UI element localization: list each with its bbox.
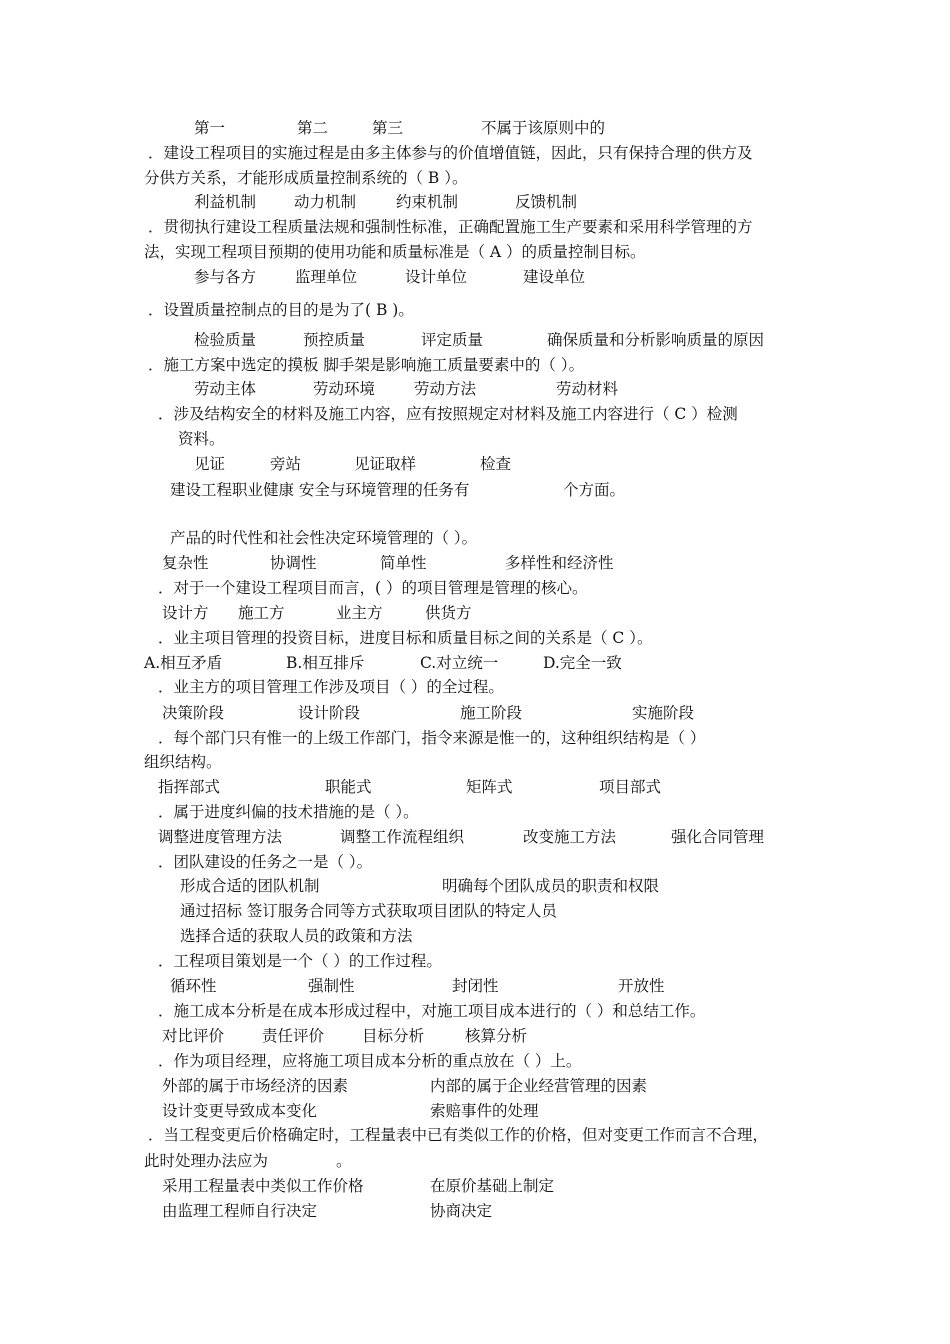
text-line: ．施工方案中选定的摸板 脚手架是影响施工质量要素中的（ ）。 — [148, 356, 585, 374]
line-segment: 预控质量 — [303, 331, 366, 349]
line-segment: 劳动材料 — [556, 380, 619, 398]
text-line: ．贯彻执行建设工程质量法规和强制性标准，正确配置施工生产要素和采用科学管理的方 — [148, 218, 753, 236]
line-segment: 由监理工程师自行决定 — [162, 1202, 318, 1220]
line-segment: 评定质量 — [421, 331, 484, 349]
line-segment: 设计方 — [162, 604, 209, 622]
line-segment: 明确每个团队成员的职责和权限 — [442, 877, 660, 895]
line-segment: 开放性 — [618, 977, 665, 995]
line-segment: 简单性 — [380, 554, 427, 572]
line-segment: 目标分析 — [362, 1027, 425, 1045]
line-segment: 第三 — [372, 119, 404, 137]
line-segment: 外部的属于市场经济的因素 — [162, 1077, 349, 1095]
line-segment: 核算分析 — [465, 1027, 528, 1045]
text-line: 通过招标 签订服务合同等方式获取项目团队的特定人员 — [180, 902, 557, 920]
text-line: 产品的时代性和社会性决定环境管理的（ ）。 — [170, 529, 478, 547]
line-segment: 决策阶段 — [162, 704, 225, 722]
line-segment: 索赔事件的处理 — [430, 1102, 539, 1120]
text-line: ．涉及结构安全的材料及施工内容，应有按照规定对材料及施工内容进行（ C ）检测 — [158, 405, 738, 423]
line-segment: 见证取样 — [354, 455, 417, 473]
line-segment: 不属于该原则中的 — [481, 119, 606, 137]
line-segment: 检验质量 — [194, 331, 257, 349]
line-segment: 职能式 — [325, 778, 372, 796]
line-segment: 封闭性 — [452, 977, 499, 995]
text-line: 组织结构。 — [144, 753, 222, 771]
line-segment: 个方面。 — [563, 481, 626, 499]
line-segment: 内部的属于企业经营管理的因素 — [430, 1077, 648, 1095]
line-segment: 旁站 — [270, 455, 302, 473]
line-segment: 协调性 — [270, 554, 317, 572]
line-segment: 实施阶段 — [632, 704, 695, 722]
text-line: ．当工程变更后价格确定时，工程量表中已有类似工作的价格，但对变更工作而言不合理， — [148, 1126, 769, 1144]
line-segment: 施工方 — [238, 604, 285, 622]
text-line: ．每个部门只有惟一的上级工作部门，指令来源是惟一的，这种组织结构是（ ） — [158, 729, 706, 747]
line-segment: 在原价基础上制定 — [430, 1177, 555, 1195]
text-line: 分供方关系，才能形成质量控制系统的（ B ）。 — [144, 169, 468, 187]
line-segment: 见证 — [194, 455, 226, 473]
line-segment: B.相互排斥 — [286, 654, 365, 672]
line-segment: 调整进度管理方法 — [158, 828, 283, 846]
line-segment: 此时处理办法应为 — [144, 1152, 269, 1170]
line-segment: 责任评价 — [262, 1027, 325, 1045]
line-segment: 劳动主体 — [194, 380, 257, 398]
line-segment: 协商决定 — [430, 1202, 493, 1220]
text-line: ．作为项目经理，应将施工项目成本分析的重点放在（ ）上。 — [158, 1052, 582, 1070]
line-segment: A.相互矛盾 — [144, 654, 223, 672]
line-segment: 复杂性 — [162, 554, 209, 572]
line-segment: 项目部式 — [599, 778, 662, 796]
text-line: ．属于进度纠偏的技术措施的是（ ）。 — [158, 803, 419, 821]
line-segment: 参与各方 — [194, 268, 257, 286]
line-segment: 采用工程量表中类似工作价格 — [162, 1177, 364, 1195]
line-segment: 供货方 — [425, 604, 472, 622]
line-segment: 劳动方法 — [414, 380, 477, 398]
line-segment: 强制性 — [308, 977, 355, 995]
line-segment: 检查 — [480, 455, 512, 473]
line-segment: C.对立统一 — [420, 654, 499, 672]
line-segment: 确保质量和分析影响质量的原因 — [547, 331, 765, 349]
text-line: ．团队建设的任务之一是（ ）。 — [158, 853, 373, 871]
line-segment: 施工阶段 — [460, 704, 523, 722]
line-segment: 设计阶段 — [298, 704, 361, 722]
line-segment: 动力机制 — [294, 193, 357, 211]
line-segment: 设计单位 — [405, 268, 468, 286]
text-line: ．业主方的项目管理工作涉及项目（ ）的全过程。 — [158, 678, 504, 696]
text-line: ．施工成本分析是在成本形成过程中，对施工项目成本进行的（ ）和总结工作。 — [158, 1002, 706, 1020]
line-segment: 强化合同管理 — [671, 828, 765, 846]
text-line: ．工程项目策划是一个（ ）的工作过程。 — [158, 952, 442, 970]
line-segment: 建设单位 — [523, 268, 586, 286]
line-segment: 第一 — [194, 119, 226, 137]
text-line: 选择合适的获取人员的政策和方法 — [180, 927, 413, 945]
line-segment: D.完全一致 — [543, 654, 622, 672]
line-segment: 业主方 — [336, 604, 383, 622]
line-segment: 约束机制 — [396, 193, 459, 211]
line-segment: 形成合适的团队机制 — [180, 877, 320, 895]
line-segment: 利益机制 — [194, 193, 257, 211]
line-segment: 指挥部式 — [158, 778, 221, 796]
line-segment: 反馈机制 — [515, 193, 578, 211]
line-segment: 循环性 — [170, 977, 217, 995]
line-segment: 矩阵式 — [466, 778, 513, 796]
line-segment: 多样性和经济性 — [505, 554, 614, 572]
text-line: 资料。 — [178, 430, 225, 448]
text-line: ．业主项目管理的投资目标，进度目标和质量目标之间的关系是（ C ）。 — [158, 629, 653, 647]
line-segment: 第二 — [297, 119, 329, 137]
line-segment: 设计变更导致成本变化 — [162, 1102, 318, 1120]
text-line: ．建设工程项目的实施过程是由多主体参与的价值增值链，因此，只有保持合理的供方及 — [148, 144, 753, 162]
line-segment: 。 — [336, 1152, 352, 1170]
line-segment: 改变施工方法 — [523, 828, 617, 846]
text-line: 法，实现工程项目预期的使用功能和质量标准是（ A ）的质量控制目标。 — [144, 243, 646, 261]
line-segment: 调整工作流程组织 — [340, 828, 465, 846]
line-segment: 劳动环境 — [313, 380, 376, 398]
line-segment: 建设工程职业健康 安全与环境管理的任务有 — [170, 481, 470, 499]
line-segment: 对比评价 — [162, 1027, 225, 1045]
text-line: ．设置质量控制点的目的是为了( B )。 — [148, 301, 414, 319]
line-segment: 监理单位 — [295, 268, 358, 286]
text-line: ．对于一个建设工程项目而言，( ）的项目管理是管理的核心。 — [158, 579, 588, 597]
